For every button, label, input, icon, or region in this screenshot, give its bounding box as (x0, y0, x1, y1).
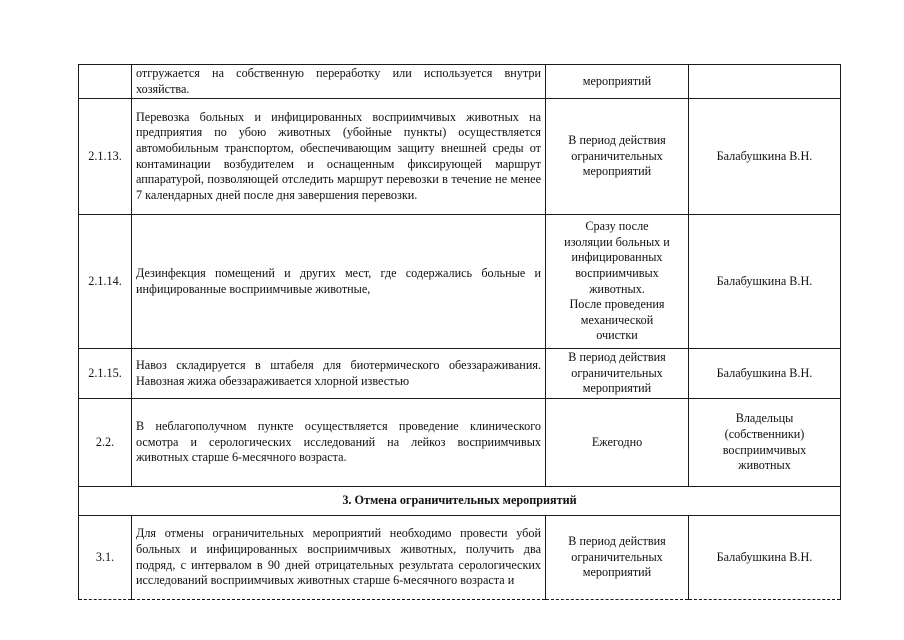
measure-text: Навоз складируется в штабеля для биотермического обеззараживания. Навозная жижа обеззараживается хлорной известью (132, 349, 546, 399)
timing-line: мероприятий (582, 73, 652, 88)
measure-text: Дезинфекция помещений и других мест, где содержались больные и инфицированные восприимчивые животные, (132, 215, 546, 349)
table-row (79, 516, 841, 600)
table-row (79, 99, 841, 215)
timing-line: После проведения (569, 297, 665, 312)
table-row (79, 65, 841, 99)
responsible-line: восприимчивых (722, 442, 807, 457)
row-number: 2.2. (79, 399, 132, 487)
section-header-row (79, 487, 841, 516)
table-row (79, 399, 841, 487)
responsible-cell (689, 349, 841, 399)
responsible-line: Балабушкина В.Н. (716, 273, 813, 288)
responsible-cell (689, 516, 841, 600)
timing-line: механической (580, 312, 654, 327)
measures-table (78, 64, 841, 600)
table-row (79, 349, 841, 399)
responsible-cell (689, 99, 841, 215)
timing-line: животных. (589, 281, 645, 296)
timing-line: очистки (596, 328, 638, 343)
row-number: 2.1.14. (79, 215, 132, 349)
responsible-cell (689, 215, 841, 349)
responsible-cell (689, 399, 841, 487)
timing-line: ограничительных (571, 365, 663, 380)
row-number: 2.1.13. (79, 99, 132, 215)
timing-cell (546, 516, 689, 600)
measure-text: отгружается на собственную переработку или используется внутри хозяйства. (132, 65, 546, 99)
timing-line: мероприятий (582, 565, 652, 580)
responsible-line: Балабушкина В.Н. (716, 148, 813, 163)
timing-line: ограничительных (571, 148, 663, 163)
timing-line: В период действия (568, 350, 666, 365)
timing-cell (546, 349, 689, 399)
timing-cell (546, 399, 689, 487)
timing-cell (546, 99, 689, 215)
timing-line: В период действия (568, 534, 666, 549)
table-row (79, 215, 841, 349)
responsible-line: (собственники) (724, 426, 805, 441)
timing-line: инфицированных (571, 250, 663, 265)
responsible-cell (689, 65, 841, 99)
row-number (79, 65, 132, 99)
responsible-line: Балабушкина В.Н. (716, 365, 813, 380)
responsible-line: Балабушкина В.Н. (716, 549, 813, 564)
row-number: 3.1. (79, 516, 132, 600)
section-title: 3. Отмена ограничительных мероприятий (79, 487, 841, 516)
timing-line: В период действия (568, 133, 666, 148)
timing-cell (546, 215, 689, 349)
timing-line: Сразу после (585, 219, 649, 234)
row-number: 2.1.15. (79, 349, 132, 399)
timing-cell (546, 65, 689, 99)
timing-line: мероприятий (582, 381, 652, 396)
timing-line: мероприятий (582, 164, 652, 179)
timing-line: изоляции больных и (564, 234, 670, 249)
measure-text: Перевозка больных и инфицированных восприимчивых животных на предприятия по убою животных (убойные пункты) осуществляется автомобильным транспортом, обеспечивающим защиту внешней среды от контаминации возбудителем и оснащенным фиксирующей маршрут аппаратурой, позволяющей отследить маршрут перевозки в течение не менее 7 календарных дней после дня завершения перевозки. (132, 99, 546, 215)
measure-text: Для отмены ограничительных мероприятий необходимо провести убой больных и инфицированных восприимчивых животных, получить два подряд, с интервалом в 90 дней отрицательных результата серологических исследований восприимчивых животных старше 6-месячного возраста и (132, 516, 546, 600)
timing-line: ограничительных (571, 549, 663, 564)
responsible-line: животных (738, 458, 791, 473)
timing-line: восприимчивых (575, 265, 659, 280)
responsible-line: Владельцы (735, 411, 794, 426)
measure-text: В неблагополучном пункте осуществляется проведение клинического осмотра и серологических исследований на лейкоз восприимчивых животных старше 6-месячного возраста. (132, 399, 546, 487)
timing-line: Ежегодно (591, 434, 643, 449)
